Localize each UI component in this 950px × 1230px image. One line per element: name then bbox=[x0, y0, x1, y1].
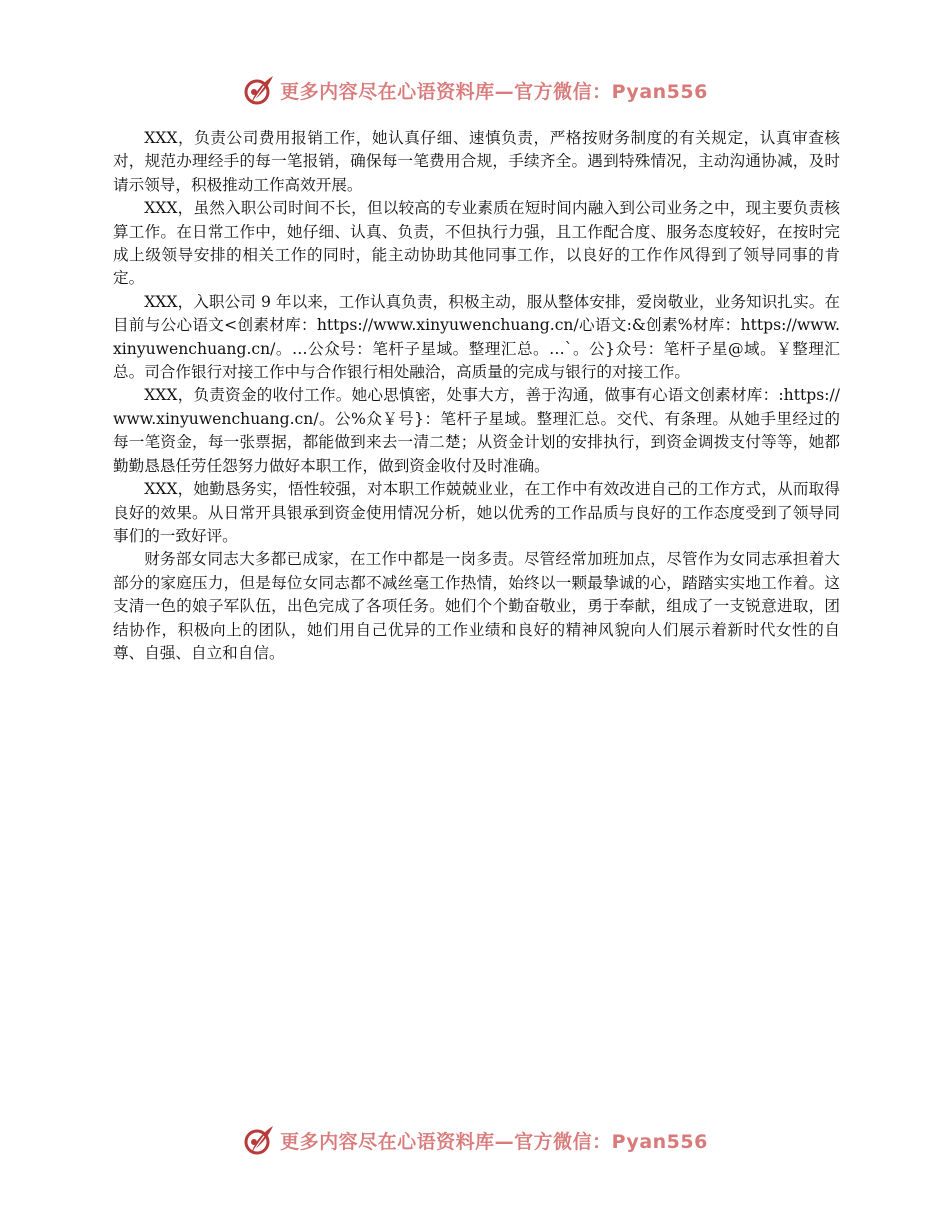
paragraph-3: XXX，入职公司 9 年以来，工作认真负责，积极主动，服从整体安排，爱岗敬业，业务知识扎实。在目前与公心语文<创素材库：https://www.xinyuwenchuang.cn/心语文:&创素%材库：https://www.xinyuwenchuang.cn/。…公众号：笔杆子星域。整理汇总。…`。公}众号：笔杆子星@域。￥整理汇总。司合作银行对接工作中与合作银行相处融洽，高质量的完成与银行的对接工作。 bbox=[113, 292, 840, 382]
paragraph-5: XXX，她勤恳务实，悟性较强，对本职工作兢兢业业，在工作中有效改进自己的工作方式，从而取得良好的效果。从日常开具银承到资金使用情况分析，她以优秀的工作品质与良好的工作态度受到了领导同事们的一致好评。 bbox=[113, 480, 840, 545]
paragraph-4: XXX，负责资金的收付工作。她心思慎密，处事大方，善于沟通，做事有心语文创素材库：:https://www.xinyuwenchuang.cn/。公%众￥号}：笔杆子星域。整理汇总。交代、有条理。从她手里经过的每一笔资金，每一张票据，都能做到来去一清二楚；从资金计划的安排执行，到资金调拨支付等等，她都勤勤恳恳任劳任怨努力做好本职工作，做到资金收付及时准确。 bbox=[113, 386, 840, 475]
feather-pen-logo-icon bbox=[242, 73, 276, 107]
feather-pen-logo-icon bbox=[242, 1123, 276, 1157]
header-banner-text: 更多内容尽在心语资料库—官方微信：Pyan556 bbox=[280, 80, 708, 103]
footer-banner-text: 更多内容尽在心语资料库—官方微信：Pyan556 bbox=[280, 1130, 708, 1153]
header-banner bbox=[0, 70, 950, 110]
paragraph-6: 财务部女同志大多都已成家，在工作中都是一岗多责。尽管经常加班加点，尽管作为女同志承担着大部分的家庭压力，但是每位女同志都不减丝毫工作热情，始终以一颗最挚诚的心，踏踏实实地工作着。这支清一色的娘子军队伍，出色完成了各项任务。她们个个勤奋敬业，勇于奉献，组成了一支锐意进取，团结协作，积极向上的团队，她们用自己优异的工作业绩和良好的精神风貌向人们展示着新时代女性的自尊、自强、自立和自信。 bbox=[113, 550, 840, 662]
document-body bbox=[113, 127, 840, 665]
footer-banner bbox=[0, 1120, 950, 1160]
paragraph-2: XXX，虽然入职公司时间不长，但以较高的专业素质在短时间内融入到公司业务之中，现主要负责核算工作。在日常工作中，她仔细、认真、负责，不但执行力强，且工作配合度、服务态度较好，在按时完成上级领导安排的相关工作的同时，能主动协助其他同事工作，以良好的工作作风得到了领导同事的肯定。 bbox=[113, 199, 840, 288]
paragraph-1: XXX，负责公司费用报销工作，她认真仔细、速慎负责，严格按财务制度的有关规定，认真审查核对，规范办理经手的每一笔报销，确保每一笔费用合规，手续齐全。遇到特殊情况，主动沟通协减，及时请示领导，积极推动工作高效开展。 bbox=[113, 129, 840, 194]
